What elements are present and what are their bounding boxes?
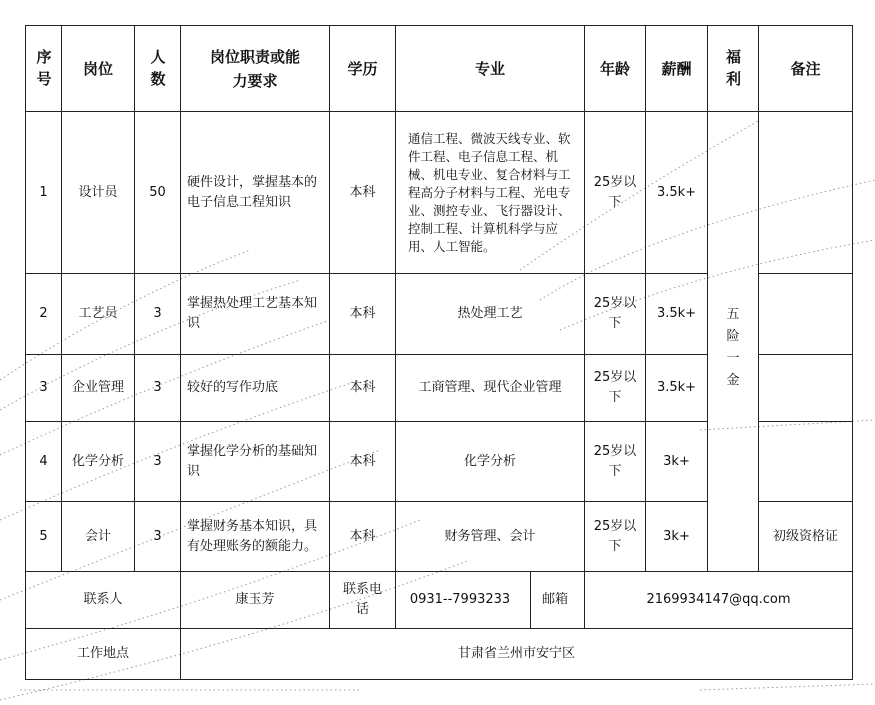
row-count: 3 — [135, 502, 181, 572]
row-count: 50 — [135, 112, 181, 274]
location-label: 工作地点 — [26, 629, 181, 680]
row-major: 热处理工艺 — [396, 274, 585, 355]
row-count: 3 — [135, 274, 181, 355]
location-row — [26, 629, 853, 680]
contact-email: 2169934147@qq.com — [585, 572, 853, 629]
benefits-top-cell — [708, 112, 759, 274]
header-education: 学历 — [330, 26, 396, 112]
row-duties: 较好的写作功底 — [181, 355, 330, 422]
row-index: 4 — [26, 422, 62, 502]
row-salary: 3k+ — [646, 422, 708, 502]
row-education: 本科 — [330, 422, 396, 502]
row-remarks — [759, 112, 853, 274]
row-index: 2 — [26, 274, 62, 355]
header-remarks: 备注 — [759, 26, 853, 112]
row-duties: 掌握热处理工艺基本知识 — [181, 274, 330, 355]
row-duties: 硬件设计，掌握基本的电子信息工程知识 — [181, 112, 330, 274]
contact-person-label: 联系人 — [26, 572, 181, 629]
header-benefits: 福利 — [708, 26, 759, 112]
header-count: 人数 — [135, 26, 181, 112]
row-age: 25岁以下 — [585, 112, 646, 274]
contact-email-label: 邮箱 — [542, 592, 569, 607]
row-count: 3 — [135, 422, 181, 502]
table-row — [26, 422, 853, 502]
row-remarks — [759, 422, 853, 502]
contact-divider — [530, 572, 531, 628]
row-major: 通信工程、微波天线专业、软件工程、电子信息工程、机械、机电专业、复合材料与工程高分子材料与工程、光电专业、测控专业、飞行器设计、控制工程、计算机科学与应用、人工智能。 — [396, 112, 585, 274]
row-age: 25岁以下 — [585, 502, 646, 572]
benefits-bottom-cell — [708, 422, 759, 572]
contact-row — [26, 572, 853, 629]
header-duties: 岗位职责或能力要求 — [181, 26, 330, 112]
location-value: 甘肃省兰州市安宁区 — [181, 629, 853, 680]
row-major: 化学分析 — [396, 422, 585, 502]
row-position: 会计 — [62, 502, 135, 572]
row-duties: 掌握化学分析的基础知识 — [181, 422, 330, 502]
row-duties: 掌握财务基本知识，具有处理账务的额能力。 — [181, 502, 330, 572]
row-position: 工艺员 — [62, 274, 135, 355]
header-major: 专业 — [396, 26, 585, 112]
row-position: 化学分析 — [62, 422, 135, 502]
row-major: 财务管理、会计 — [396, 502, 585, 572]
header-index: 序号 — [26, 26, 62, 112]
row-index: 5 — [26, 502, 62, 572]
row-remarks: 初级资格证 — [759, 502, 853, 572]
row-position: 设计员 — [62, 112, 135, 274]
row-age: 25岁以下 — [585, 274, 646, 355]
header-position: 岗位 — [62, 26, 135, 112]
benefits-cell — [708, 274, 759, 422]
row-index: 1 — [26, 112, 62, 274]
header-age: 年龄 — [585, 26, 646, 112]
contact-person-name: 康玉芳 — [181, 572, 330, 629]
row-position: 企业管理 — [62, 355, 135, 422]
row-salary: 3.5k+ — [646, 112, 708, 274]
recruitment-table — [25, 25, 853, 680]
row-salary: 3k+ — [646, 502, 708, 572]
row-education: 本科 — [330, 355, 396, 422]
benefits-value: 五险一金 — [726, 306, 740, 388]
row-age: 25岁以下 — [585, 355, 646, 422]
contact-phone-label: 联系电话 — [330, 572, 396, 629]
row-education: 本科 — [330, 502, 396, 572]
row-education: 本科 — [330, 112, 396, 274]
row-salary: 3.5k+ — [646, 274, 708, 355]
row-education: 本科 — [330, 274, 396, 355]
row-age: 25岁以下 — [585, 422, 646, 502]
header-salary: 薪酬 — [646, 26, 708, 112]
contact-phone: 0931--7993233 邮箱 — [396, 572, 585, 629]
table-row — [26, 112, 853, 274]
row-index: 3 — [26, 355, 62, 422]
table-row — [26, 274, 853, 355]
header-row — [26, 26, 853, 112]
row-remarks — [759, 274, 853, 355]
row-count: 3 — [135, 355, 181, 422]
row-remarks — [759, 355, 853, 422]
row-salary: 3.5k+ — [646, 355, 708, 422]
row-major: 工商管理、现代企业管理 — [396, 355, 585, 422]
